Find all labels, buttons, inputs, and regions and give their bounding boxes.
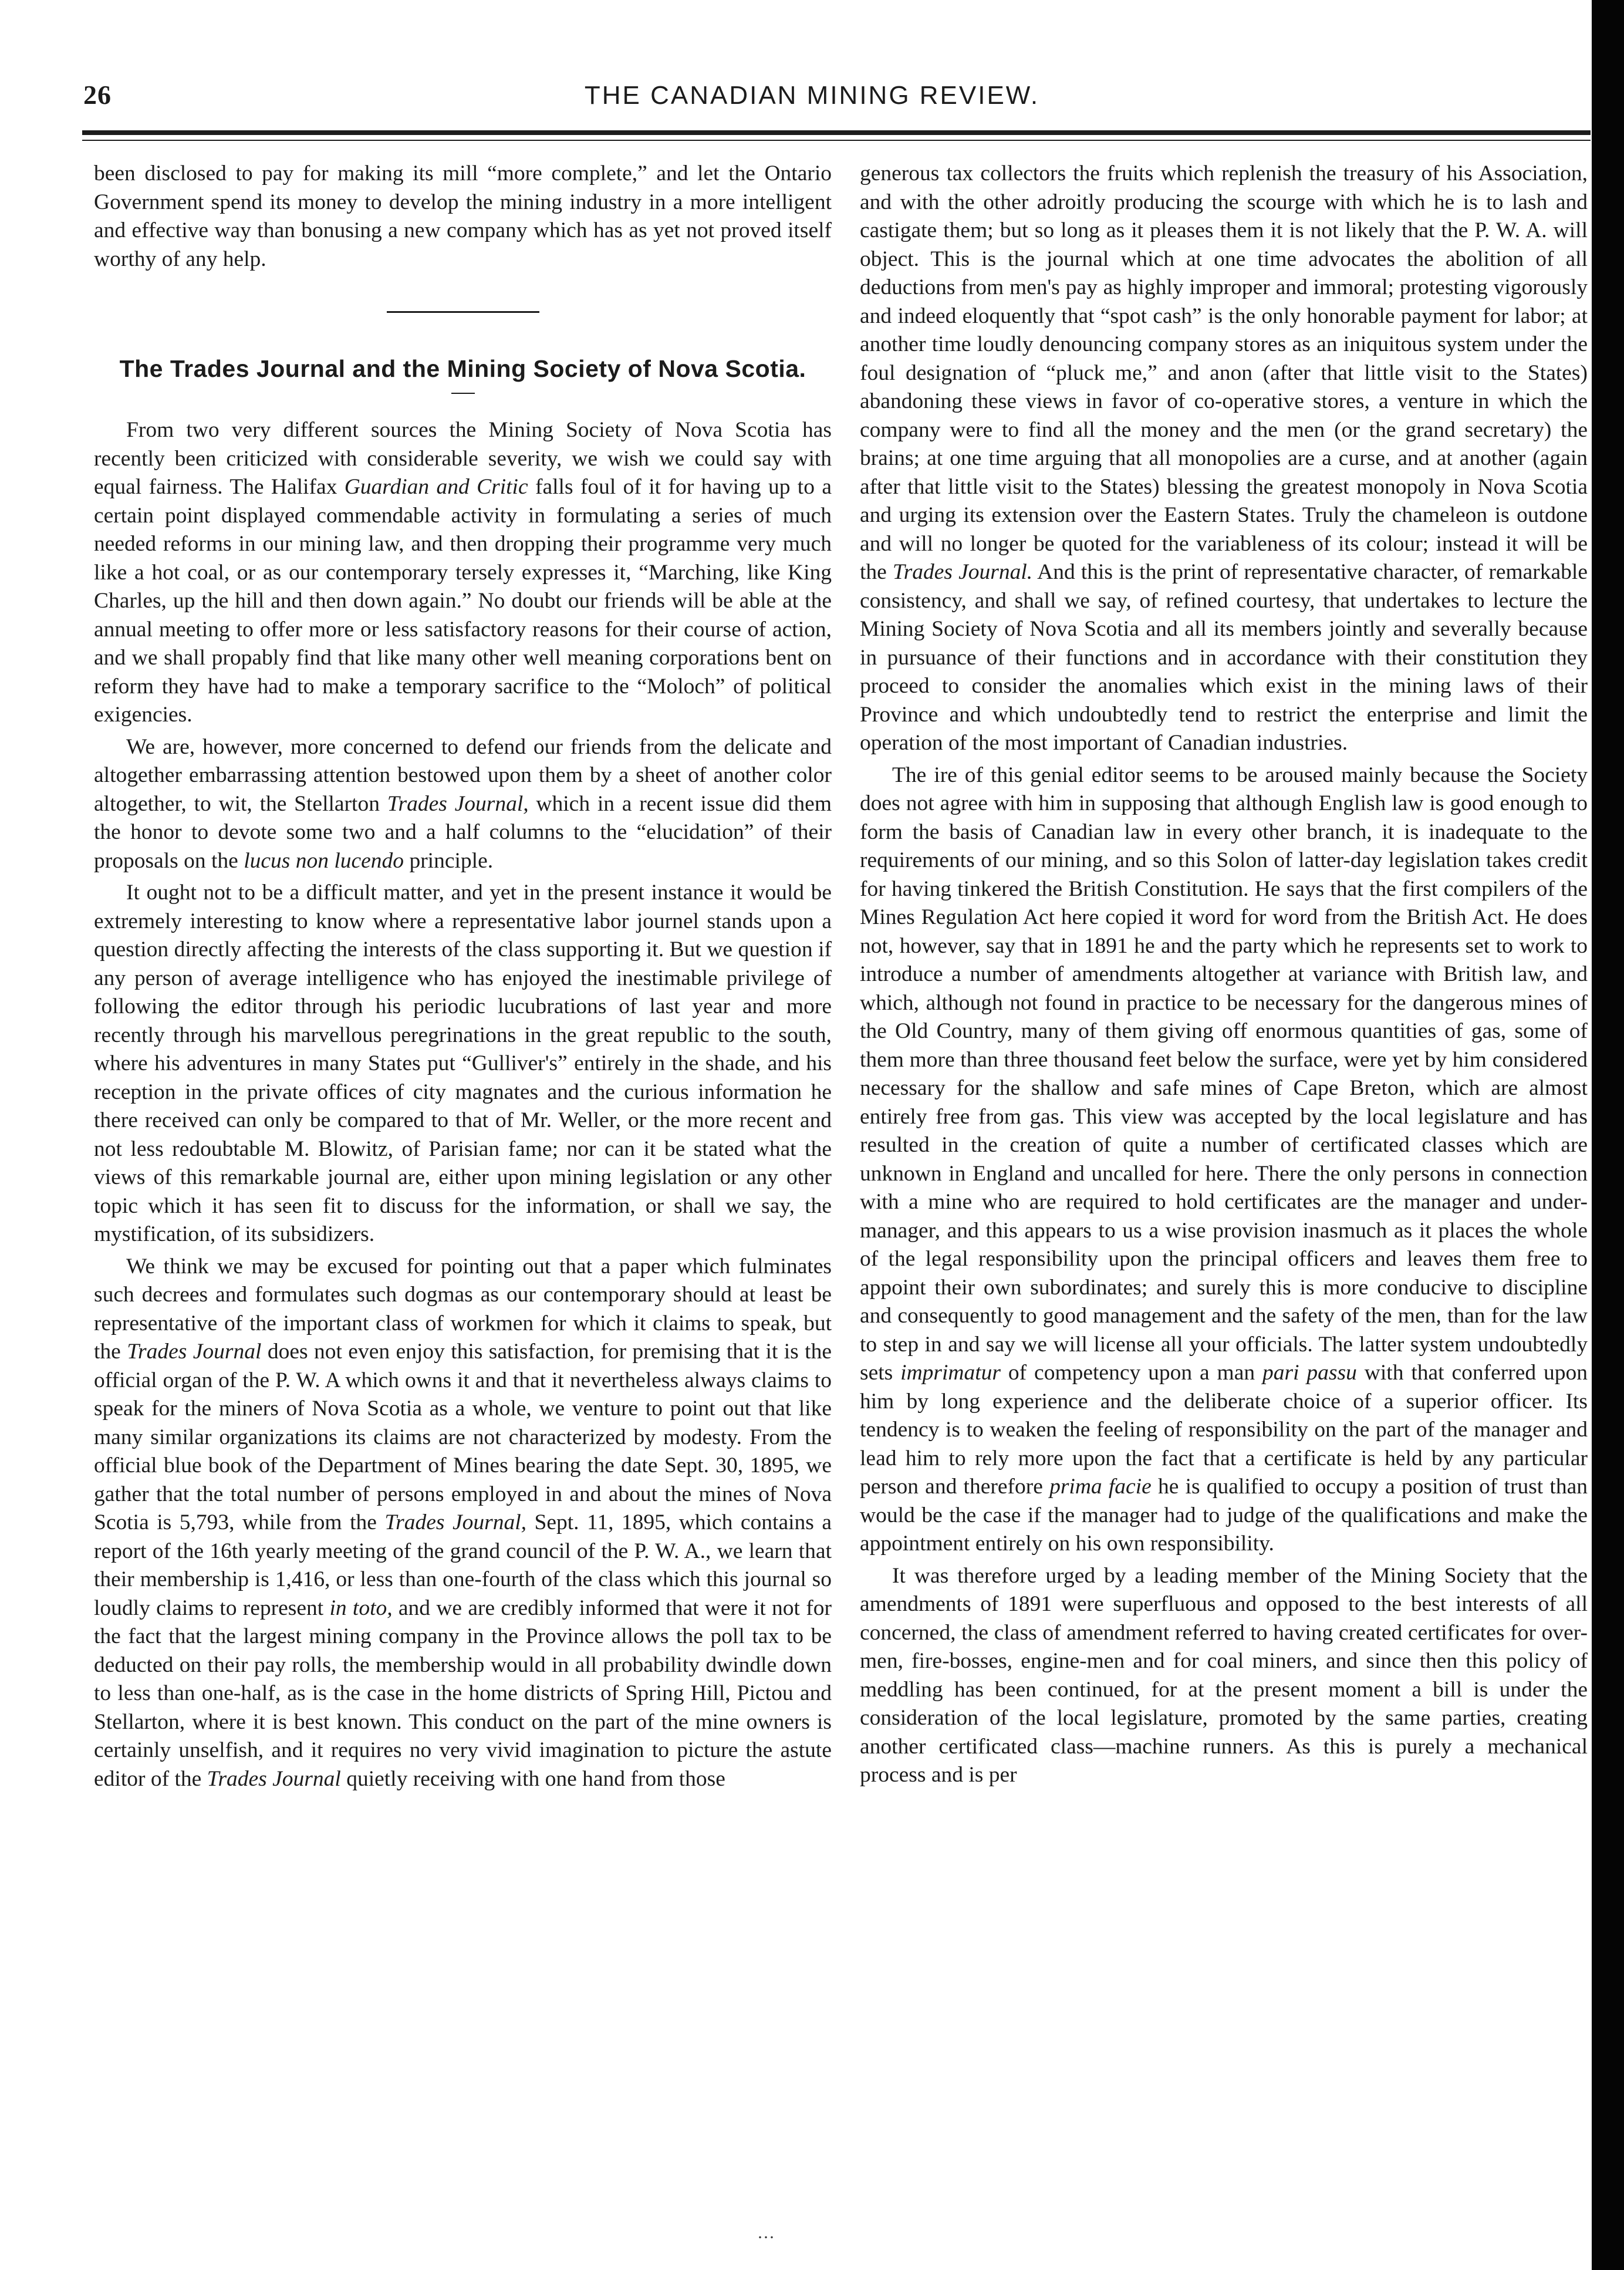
article-title: The Trades Journal and the Mining Society of Nova Scotia. <box>119 355 806 382</box>
article-paragraph-5: generous tax collectors the fruits which replenish the treasury of his Association, and with the other adroitly producing the scourge with which he is to lash and castigate them; but so long as it pleases them it is not likely that the P. W. A. will object. This is the journal which at one time advocates the abolition of all deductions from men's pay as highly improper and immoral; protesting vigorously and indeed eloquently that “spot cash” is the only honorable payment for labor; at another time loudly denouncing company stores as an iniquitous system under the foul designation of “pluck me,” and anon (after that little visit to the States) abandoning these views in favor of co-operative stores, a venture in which the company were to find all the money and the men (or the grand secretary) the brains; at one time arguing that all monopolies are a curse, and at another (again after that little visit to the States) blessing the greatest monopoly in Nova Scotia and urging its extension over the Eastern States. Truly the chameleon is outdone and will no longer be quoted for the variableness of its colour; instead it will be the Trades Journal. And this is the print of representative character, of remarkable consistency, and shall we say, of refined courtesy, that undertakes to lecture the Mining Society of Nova Scotia and all its members jointly and severally because in pursuance of their functions and in accordance with their constitution they proceed to consider the anomalies which exist in the mining laws of their Province and which undoubtedly tend to restrict the enterprise and limit the operation of the most important of Canadian industries. <box>860 161 1588 755</box>
article-paragraph-7: It was therefore urged by a leading member of the Mining Society that the amendments of 1891 were superfluous and opposed to the best interests of all concerned, the class of amendment referred to having created certificates for over-men, fire-bosses, engine-men and for coal miners, and since then this policy of meddling has been continued, for at the present moment a bill is under the consideration of the local legislature, promoted by the same parties, creating another certificated class—machine runners. As this is purely a mechanical process and is per <box>860 1563 1588 1787</box>
section-divider <box>387 311 539 313</box>
running-title: THE CANADIAN MINING REVIEW. <box>584 81 1040 110</box>
intro-paragraph: been disclosed to pay for making its mill “more complete,” and let the Ontario Government spend its money to develop the mining industry in a more intelligent and effective way than bonusing a new company which has as yet not proved itself worthy of any help. <box>94 161 832 271</box>
article-paragraph-6: The ire of this genial editor seems to be aroused mainly because the Society does not agree with him in supposing that although English law is good enough to form the basis of Canadian law in every other branch, it is inadequate to the requirements of our mining, and so this Solon of latter-day legislation takes credit for having tinkered the British Constitution. He says that the first compilers of the Mines Regulation Act here copied it word for word from the British Act. He does not, however, say that in 1891 he and the party which he represents set to work to introduce a number of amendments altogether at variance with British law, and which, although not found in practice to be necessary for the dangerous mines of the Old Country, many of them giving off enormous quantities of gas, some of them more than three thousand feet below the surface, were yet by him considered necessary for the shallow and safe mines of Cape Breton, which are almost entirely free from gas. This view was accepted by the local legislature and has resulted in the creation of quite a number of certificated classes which are unknown in England and uncalled for here. There the only persons in connection with a mine who are required to hold certificates are the manager and under-manager, and this appears to us a wise provision inasmuch as it places the whole of the legal responsibility upon the principal officers and leaves them free to appoint their own subordinates; and surely this is more conducive to discipline and consequently to good management and the safety of the men, than for the law to step in and say we will license all your officials. The latter system undoubtedly sets imprimatur of competency upon a man pari passu with that conferred upon him by long experience and the deliberate choice of a superior officer. Its tendency is to weaken the feeling of responsibility on the part of the manager and lead him to rely more upon the fact that a certificate is held by any particular person and therefore prima facie he is qualified to occupy a position of trust than would be the case if the manager had to judge of the qualifications and make the appointment entirely on his own responsibility. <box>860 763 1588 1556</box>
right-column <box>860 160 1588 1793</box>
title-dash <box>451 393 475 394</box>
header-rule-thin <box>82 140 1591 141</box>
article-paragraph-4: We think we may be excused for pointing out that a paper which fulminates such decrees and formulates such dogmas as our contemporary should at least be representative of the important class of workmen for which it claims to speak, but the Trades Journal does not even enjoy this satisfaction, for premising that it is the official organ of the P. W. A which owns it and that it nevertheless always claims to speak for the miners of Nova Scotia as a whole, we venture to point out that like many similar organizations its claims are not characterized by modesty. From the official blue book of the Department of Mines bearing the date Sept. 30, 1895, we gather that the total number of persons employed in and about the mines of Nova Scotia is 5,793, while from the Trades Journal, Sept. 11, 1895, which contains a report of the 16th yearly meeting of the grand council of the P. W. A., we learn that their membership is 1,416, or less than one-fourth of the class which this journal so loudly claims to represent in toto, and we are credibly informed that were it not for the fact that the largest mining company in the Province allows the poll tax to be deducted on their pay rolls, the membership would in all probability dwindle down to less than one-half, as is the case in the home districts of Spring Hill, Pictou and Stellarton, where it is best known. This conduct on the part of the mine owners is certainly unselfish, and it requires no very vivid imagination to picture the astute editor of the Trades Journal quietly receiving with one hand from those <box>94 1254 832 1791</box>
footer-mark: ··· <box>757 2228 775 2247</box>
scan-edge-border <box>1592 0 1624 2270</box>
article-paragraph-1: From two very different sources the Mining Society of Nova Scotia has recently been criticized with considerable severity, we wish we could say with equal fairness. The Halifax Guardian and Critic falls foul of it for having up to a certain point displayed commendable activity in formulating a series of much needed reforms in our mining law, and then dropping their programme very much like a hot coal, or as our contemporary tersely expresses it, “Marching, like King Charles, up the hill and then down again.” No doubt our friends will be able at the annual meeting to offer more or less satisfactory reasons for their course of action, and we shall propably find that like many other well meaning corporations bent on reform they have had to make a temporary sacrifice to the “Moloch” of political exigencies. <box>94 418 832 727</box>
article-paragraph-2: We are, however, more concerned to defend our friends from the delicate and altogether embarrassing attention bestowed upon them by a sheet of another color altogether, to wit, the Stellarton Trades Journal, which in a recent issue did them the honor to devote some two and a half columns to the “elucidation” of their proposals on the lucus non lucendo principle. <box>94 734 832 873</box>
header-rule-thick <box>82 130 1591 135</box>
left-column <box>94 160 832 1797</box>
page-number: 26 <box>83 80 112 110</box>
article-paragraph-3: It ought not to be a difficult matter, and yet in the present instance it would be extremely interesting to know where a representative labor journel stands upon a question directly affecting the interests of the class supporting it. But we question if any person of average intelligence who has enjoyed the inestimable privilege of following the editor through his periodic lucubrations of last year and more recently through his marvellous peregrinations in the great republic to the south, where his adventures in many States put “Gulliver's” entirely in the shade, and his reception in the private offices of city magnates and the curious information he there received can only be compared to that of Mr. Weller, or the more recent and not less redoubtable M. Blowitz, of Parisian fame; nor can it be stated what the views of this remarkable journal are, either upon mining legislation or any other topic which it has seen fit to discuss for the information, or shall we say, the mystification, of its subsidizers. <box>94 881 832 1246</box>
